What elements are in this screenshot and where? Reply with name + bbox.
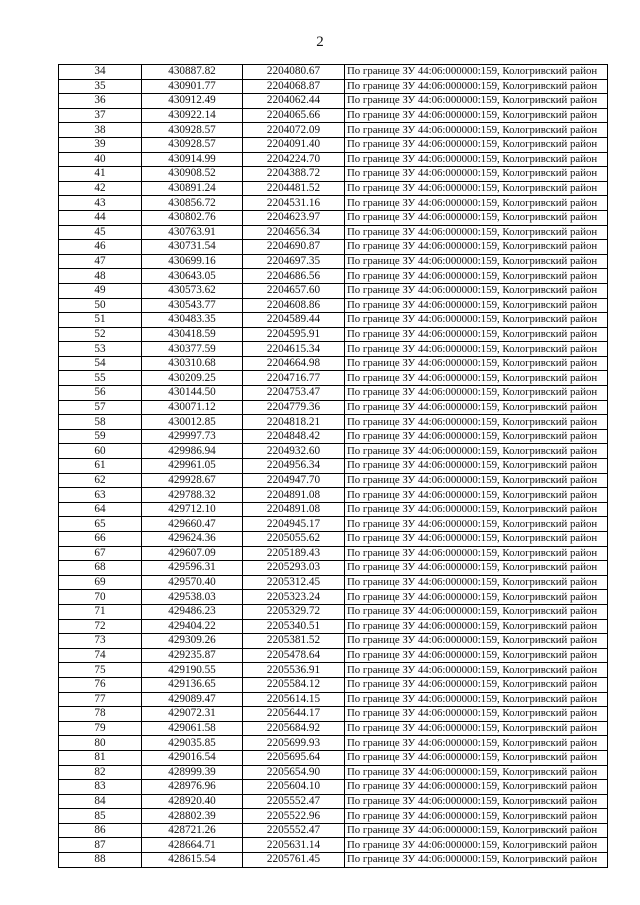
y-coordinate-cell: 2205381.52 bbox=[243, 634, 345, 649]
y-coordinate-cell: 2204956.34 bbox=[243, 459, 345, 474]
x-coordinate-cell: 430891.24 bbox=[142, 181, 243, 196]
y-coordinate-cell: 2204531.16 bbox=[243, 196, 345, 211]
x-coordinate-cell: 428999.39 bbox=[142, 765, 243, 780]
point-number-cell: 61 bbox=[59, 459, 142, 474]
x-coordinate-cell: 430012.85 bbox=[142, 415, 243, 430]
x-coordinate-cell: 429660.47 bbox=[142, 517, 243, 532]
point-number-cell: 68 bbox=[59, 561, 142, 576]
boundary-description-cell: По границе ЗУ 44:06:000000:159, Кологривский район bbox=[345, 400, 608, 415]
y-coordinate-cell: 2204623.97 bbox=[243, 210, 345, 225]
boundary-description-cell: По границе ЗУ 44:06:000000:159, Кологривский район bbox=[345, 371, 608, 386]
y-coordinate-cell: 2204656.34 bbox=[243, 225, 345, 240]
x-coordinate-cell: 430928.57 bbox=[142, 137, 243, 152]
x-coordinate-cell: 429928.67 bbox=[142, 473, 243, 488]
boundary-description-cell: По границе ЗУ 44:06:000000:159, Кологривский район bbox=[345, 750, 608, 765]
y-coordinate-cell: 2205293.03 bbox=[243, 561, 345, 576]
point-number-cell: 75 bbox=[59, 663, 142, 678]
boundary-description-cell: По границе ЗУ 44:06:000000:159, Кологривский район bbox=[345, 444, 608, 459]
boundary-description-cell: По границе ЗУ 44:06:000000:159, Кологривский район bbox=[345, 823, 608, 838]
boundary-description-cell: По границе ЗУ 44:06:000000:159, Кологривский район bbox=[345, 488, 608, 503]
x-coordinate-cell: 429596.31 bbox=[142, 561, 243, 576]
boundary-description-cell: По границе ЗУ 44:06:000000:159, Кологривский район bbox=[345, 181, 608, 196]
table-row bbox=[59, 838, 608, 853]
point-number-cell: 77 bbox=[59, 692, 142, 707]
y-coordinate-cell: 2205536.91 bbox=[243, 663, 345, 678]
table-row bbox=[59, 400, 608, 415]
y-coordinate-cell: 2205631.14 bbox=[243, 838, 345, 853]
table-row bbox=[59, 108, 608, 123]
point-number-cell: 59 bbox=[59, 429, 142, 444]
boundary-description-cell: По границе ЗУ 44:06:000000:159, Кологривский район bbox=[345, 386, 608, 401]
boundary-description-cell: По границе ЗУ 44:06:000000:159, Кологривский район bbox=[345, 459, 608, 474]
x-coordinate-cell: 430071.12 bbox=[142, 400, 243, 415]
table-row bbox=[59, 371, 608, 386]
x-coordinate-cell: 430144.50 bbox=[142, 386, 243, 401]
boundary-description-cell: По границе ЗУ 44:06:000000:159, Кологривский район bbox=[345, 240, 608, 255]
y-coordinate-cell: 2204481.52 bbox=[243, 181, 345, 196]
point-number-cell: 60 bbox=[59, 444, 142, 459]
page-number: 2 bbox=[316, 34, 324, 50]
boundary-description-cell: По границе ЗУ 44:06:000000:159, Кологривский район bbox=[345, 225, 608, 240]
table-row bbox=[59, 721, 608, 736]
x-coordinate-cell: 430912.49 bbox=[142, 94, 243, 109]
y-coordinate-cell: 2205644.17 bbox=[243, 707, 345, 722]
x-coordinate-cell: 430418.59 bbox=[142, 327, 243, 342]
x-coordinate-cell: 429486.23 bbox=[142, 604, 243, 619]
y-coordinate-cell: 2204945.17 bbox=[243, 517, 345, 532]
y-coordinate-cell: 2204589.44 bbox=[243, 313, 345, 328]
point-number-cell: 84 bbox=[59, 794, 142, 809]
y-coordinate-cell: 2204818.21 bbox=[243, 415, 345, 430]
point-number-cell: 50 bbox=[59, 298, 142, 313]
x-coordinate-cell: 430908.52 bbox=[142, 167, 243, 182]
x-coordinate-cell: 430377.59 bbox=[142, 342, 243, 357]
y-coordinate-cell: 2204080.67 bbox=[243, 65, 345, 80]
point-number-cell: 43 bbox=[59, 196, 142, 211]
boundary-description-cell: По границе ЗУ 44:06:000000:159, Кологривский район bbox=[345, 327, 608, 342]
y-coordinate-cell: 2204091.40 bbox=[243, 137, 345, 152]
y-coordinate-cell: 2205478.64 bbox=[243, 648, 345, 663]
point-number-cell: 86 bbox=[59, 823, 142, 838]
point-number-cell: 55 bbox=[59, 371, 142, 386]
table-row bbox=[59, 823, 608, 838]
x-coordinate-cell: 429035.85 bbox=[142, 736, 243, 751]
point-number-cell: 34 bbox=[59, 65, 142, 80]
table-row bbox=[59, 634, 608, 649]
boundary-description-cell: По границе ЗУ 44:06:000000:159, Кологривский район bbox=[345, 634, 608, 649]
point-number-cell: 87 bbox=[59, 838, 142, 853]
x-coordinate-cell: 430763.91 bbox=[142, 225, 243, 240]
x-coordinate-cell: 429235.87 bbox=[142, 648, 243, 663]
y-coordinate-cell: 2205329.72 bbox=[243, 604, 345, 619]
y-coordinate-cell: 2204608.86 bbox=[243, 298, 345, 313]
point-number-cell: 56 bbox=[59, 386, 142, 401]
x-coordinate-cell: 429961.05 bbox=[142, 459, 243, 474]
x-coordinate-cell: 429712.10 bbox=[142, 502, 243, 517]
y-coordinate-cell: 2204891.08 bbox=[243, 502, 345, 517]
table-row bbox=[59, 809, 608, 824]
y-coordinate-cell: 2204697.35 bbox=[243, 254, 345, 269]
table-row bbox=[59, 415, 608, 430]
table-row bbox=[59, 123, 608, 138]
point-number-cell: 72 bbox=[59, 619, 142, 634]
boundary-description-cell: По границе ЗУ 44:06:000000:159, Кологривский район bbox=[345, 473, 608, 488]
table-row bbox=[59, 79, 608, 94]
boundary-description-cell: По границе ЗУ 44:06:000000:159, Кологривский район bbox=[345, 196, 608, 211]
x-coordinate-cell: 429538.03 bbox=[142, 590, 243, 605]
table-row bbox=[59, 196, 608, 211]
boundary-description-cell: По границе ЗУ 44:06:000000:159, Кологривский район bbox=[345, 123, 608, 138]
point-number-cell: 47 bbox=[59, 254, 142, 269]
point-number-cell: 36 bbox=[59, 94, 142, 109]
boundary-description-cell: По границе ЗУ 44:06:000000:159, Кологривский район bbox=[345, 94, 608, 109]
boundary-description-cell: По границе ЗУ 44:06:000000:159, Кологривский район bbox=[345, 707, 608, 722]
table-row bbox=[59, 342, 608, 357]
y-coordinate-cell: 2205614.15 bbox=[243, 692, 345, 707]
coordinates-table-body bbox=[59, 65, 608, 868]
boundary-description-cell: По границе ЗУ 44:06:000000:159, Кологривский район bbox=[345, 269, 608, 284]
boundary-description-cell: По границе ЗУ 44:06:000000:159, Кологривский район bbox=[345, 721, 608, 736]
point-number-cell: 42 bbox=[59, 181, 142, 196]
x-coordinate-cell: 428664.71 bbox=[142, 838, 243, 853]
point-number-cell: 67 bbox=[59, 546, 142, 561]
x-coordinate-cell: 430643.05 bbox=[142, 269, 243, 284]
x-coordinate-cell: 429624.36 bbox=[142, 532, 243, 547]
point-number-cell: 73 bbox=[59, 634, 142, 649]
table-row bbox=[59, 65, 608, 80]
x-coordinate-cell: 430310.68 bbox=[142, 356, 243, 371]
table-row bbox=[59, 240, 608, 255]
y-coordinate-cell: 2204947.70 bbox=[243, 473, 345, 488]
boundary-description-cell: По границе ЗУ 44:06:000000:159, Кологривский район bbox=[345, 167, 608, 182]
y-coordinate-cell: 2205654.90 bbox=[243, 765, 345, 780]
point-number-cell: 71 bbox=[59, 604, 142, 619]
table-row bbox=[59, 429, 608, 444]
x-coordinate-cell: 429136.65 bbox=[142, 677, 243, 692]
point-number-cell: 57 bbox=[59, 400, 142, 415]
table-row bbox=[59, 152, 608, 167]
table-row bbox=[59, 298, 608, 313]
x-coordinate-cell: 429016.54 bbox=[142, 750, 243, 765]
table-row bbox=[59, 181, 608, 196]
boundary-description-cell: По границе ЗУ 44:06:000000:159, Кологривский район bbox=[345, 780, 608, 795]
x-coordinate-cell: 429788.32 bbox=[142, 488, 243, 503]
y-coordinate-cell: 2204065.66 bbox=[243, 108, 345, 123]
x-coordinate-cell: 428615.54 bbox=[142, 853, 243, 868]
point-number-cell: 41 bbox=[59, 167, 142, 182]
table-row bbox=[59, 648, 608, 663]
x-coordinate-cell: 430914.99 bbox=[142, 152, 243, 167]
x-coordinate-cell: 430901.77 bbox=[142, 79, 243, 94]
y-coordinate-cell: 2205695.64 bbox=[243, 750, 345, 765]
table-row bbox=[59, 459, 608, 474]
boundary-description-cell: По границе ЗУ 44:06:000000:159, Кологривский район bbox=[345, 765, 608, 780]
point-number-cell: 88 bbox=[59, 853, 142, 868]
point-number-cell: 65 bbox=[59, 517, 142, 532]
table-row bbox=[59, 254, 608, 269]
point-number-cell: 63 bbox=[59, 488, 142, 503]
point-number-cell: 51 bbox=[59, 313, 142, 328]
y-coordinate-cell: 2204664.98 bbox=[243, 356, 345, 371]
x-coordinate-cell: 430887.82 bbox=[142, 65, 243, 80]
point-number-cell: 58 bbox=[59, 415, 142, 430]
table-row bbox=[59, 473, 608, 488]
point-number-cell: 52 bbox=[59, 327, 142, 342]
point-number-cell: 85 bbox=[59, 809, 142, 824]
point-number-cell: 82 bbox=[59, 765, 142, 780]
x-coordinate-cell: 430209.25 bbox=[142, 371, 243, 386]
point-number-cell: 83 bbox=[59, 780, 142, 795]
table-row bbox=[59, 736, 608, 751]
boundary-description-cell: По границе ЗУ 44:06:000000:159, Кологривский район bbox=[345, 853, 608, 868]
table-row bbox=[59, 604, 608, 619]
boundary-description-cell: По границе ЗУ 44:06:000000:159, Кологривский район bbox=[345, 108, 608, 123]
point-number-cell: 66 bbox=[59, 532, 142, 547]
y-coordinate-cell: 2205584.12 bbox=[243, 677, 345, 692]
boundary-description-cell: По границе ЗУ 44:06:000000:159, Кологривский район bbox=[345, 415, 608, 430]
point-number-cell: 80 bbox=[59, 736, 142, 751]
x-coordinate-cell: 430573.62 bbox=[142, 283, 243, 298]
point-number-cell: 46 bbox=[59, 240, 142, 255]
y-coordinate-cell: 2205684.92 bbox=[243, 721, 345, 736]
x-coordinate-cell: 429309.26 bbox=[142, 634, 243, 649]
point-number-cell: 39 bbox=[59, 137, 142, 152]
table-row bbox=[59, 488, 608, 503]
y-coordinate-cell: 2205055.62 bbox=[243, 532, 345, 547]
y-coordinate-cell: 2205522.96 bbox=[243, 809, 345, 824]
table-row bbox=[59, 692, 608, 707]
boundary-description-cell: По границе ЗУ 44:06:000000:159, Кологривский район bbox=[345, 210, 608, 225]
boundary-description-cell: По границе ЗУ 44:06:000000:159, Кологривский район bbox=[345, 532, 608, 547]
boundary-description-cell: По границе ЗУ 44:06:000000:159, Кологривский район bbox=[345, 313, 608, 328]
table-row bbox=[59, 225, 608, 240]
table-row bbox=[59, 794, 608, 809]
y-coordinate-cell: 2204686.56 bbox=[243, 269, 345, 284]
boundary-description-cell: По границе ЗУ 44:06:000000:159, Кологривский район bbox=[345, 152, 608, 167]
table-row bbox=[59, 94, 608, 109]
boundary-description-cell: По границе ЗУ 44:06:000000:159, Кологривский район bbox=[345, 65, 608, 80]
table-row bbox=[59, 356, 608, 371]
x-coordinate-cell: 430922.14 bbox=[142, 108, 243, 123]
boundary-description-cell: По границе ЗУ 44:06:000000:159, Кологривский район bbox=[345, 429, 608, 444]
y-coordinate-cell: 2204062.44 bbox=[243, 94, 345, 109]
table-row bbox=[59, 546, 608, 561]
boundary-description-cell: По границе ЗУ 44:06:000000:159, Кологривский район bbox=[345, 283, 608, 298]
table-row bbox=[59, 386, 608, 401]
x-coordinate-cell: 429089.47 bbox=[142, 692, 243, 707]
boundary-description-cell: По границе ЗУ 44:06:000000:159, Кологривский район bbox=[345, 838, 608, 853]
table-row bbox=[59, 575, 608, 590]
table-row bbox=[59, 561, 608, 576]
table-row bbox=[59, 853, 608, 868]
boundary-description-cell: По границе ЗУ 44:06:000000:159, Кологривский район bbox=[345, 342, 608, 357]
table-row bbox=[59, 283, 608, 298]
boundary-description-cell: По границе ЗУ 44:06:000000:159, Кологривский район bbox=[345, 137, 608, 152]
table-row bbox=[59, 327, 608, 342]
boundary-description-cell: По границе ЗУ 44:06:000000:159, Кологривский район bbox=[345, 619, 608, 634]
x-coordinate-cell: 430856.72 bbox=[142, 196, 243, 211]
x-coordinate-cell: 428976.96 bbox=[142, 780, 243, 795]
y-coordinate-cell: 2205699.93 bbox=[243, 736, 345, 751]
y-coordinate-cell: 2204615.34 bbox=[243, 342, 345, 357]
y-coordinate-cell: 2205552.47 bbox=[243, 823, 345, 838]
x-coordinate-cell: 429072.31 bbox=[142, 707, 243, 722]
boundary-description-cell: По границе ЗУ 44:06:000000:159, Кологривский район bbox=[345, 356, 608, 371]
point-number-cell: 76 bbox=[59, 677, 142, 692]
boundary-description-cell: По границе ЗУ 44:06:000000:159, Кологривский район bbox=[345, 809, 608, 824]
coordinates-table bbox=[58, 64, 608, 868]
y-coordinate-cell: 2205552.47 bbox=[243, 794, 345, 809]
x-coordinate-cell: 428920.40 bbox=[142, 794, 243, 809]
point-number-cell: 45 bbox=[59, 225, 142, 240]
y-coordinate-cell: 2205761.45 bbox=[243, 853, 345, 868]
table-row bbox=[59, 210, 608, 225]
x-coordinate-cell: 429986.94 bbox=[142, 444, 243, 459]
point-number-cell: 49 bbox=[59, 283, 142, 298]
boundary-description-cell: По границе ЗУ 44:06:000000:159, Кологривский район bbox=[345, 604, 608, 619]
x-coordinate-cell: 430802.76 bbox=[142, 210, 243, 225]
point-number-cell: 40 bbox=[59, 152, 142, 167]
point-number-cell: 69 bbox=[59, 575, 142, 590]
point-number-cell: 48 bbox=[59, 269, 142, 284]
x-coordinate-cell: 429061.58 bbox=[142, 721, 243, 736]
point-number-cell: 62 bbox=[59, 473, 142, 488]
table-row bbox=[59, 444, 608, 459]
y-coordinate-cell: 2204753.47 bbox=[243, 386, 345, 401]
y-coordinate-cell: 2205340.51 bbox=[243, 619, 345, 634]
point-number-cell: 44 bbox=[59, 210, 142, 225]
table-row bbox=[59, 765, 608, 780]
boundary-description-cell: По границе ЗУ 44:06:000000:159, Кологривский район bbox=[345, 517, 608, 532]
table-row bbox=[59, 590, 608, 605]
boundary-description-cell: По границе ЗУ 44:06:000000:159, Кологривский район bbox=[345, 590, 608, 605]
boundary-description-cell: По границе ЗУ 44:06:000000:159, Кологривский район bbox=[345, 502, 608, 517]
x-coordinate-cell: 429570.40 bbox=[142, 575, 243, 590]
y-coordinate-cell: 2204072.09 bbox=[243, 123, 345, 138]
point-number-cell: 70 bbox=[59, 590, 142, 605]
boundary-description-cell: По границе ЗУ 44:06:000000:159, Кологривский район bbox=[345, 298, 608, 313]
table-row bbox=[59, 532, 608, 547]
boundary-description-cell: По границе ЗУ 44:06:000000:159, Кологривский район bbox=[345, 648, 608, 663]
table-row bbox=[59, 137, 608, 152]
boundary-description-cell: По границе ЗУ 44:06:000000:159, Кологривский район bbox=[345, 546, 608, 561]
x-coordinate-cell: 428721.26 bbox=[142, 823, 243, 838]
table-row bbox=[59, 677, 608, 692]
y-coordinate-cell: 2204068.87 bbox=[243, 79, 345, 94]
y-coordinate-cell: 2204848.42 bbox=[243, 429, 345, 444]
point-number-cell: 53 bbox=[59, 342, 142, 357]
x-coordinate-cell: 430699.16 bbox=[142, 254, 243, 269]
table-row bbox=[59, 663, 608, 678]
table-row bbox=[59, 313, 608, 328]
x-coordinate-cell: 430483.35 bbox=[142, 313, 243, 328]
x-coordinate-cell: 430731.54 bbox=[142, 240, 243, 255]
table-row bbox=[59, 502, 608, 517]
y-coordinate-cell: 2205323.24 bbox=[243, 590, 345, 605]
point-number-cell: 38 bbox=[59, 123, 142, 138]
y-coordinate-cell: 2204891.08 bbox=[243, 488, 345, 503]
x-coordinate-cell: 429607.09 bbox=[142, 546, 243, 561]
point-number-cell: 64 bbox=[59, 502, 142, 517]
y-coordinate-cell: 2204224.70 bbox=[243, 152, 345, 167]
table-row bbox=[59, 269, 608, 284]
point-number-cell: 78 bbox=[59, 707, 142, 722]
table-row bbox=[59, 619, 608, 634]
boundary-description-cell: По границе ЗУ 44:06:000000:159, Кологривский район bbox=[345, 663, 608, 678]
table-row bbox=[59, 750, 608, 765]
x-coordinate-cell: 428802.39 bbox=[142, 809, 243, 824]
table-row bbox=[59, 707, 608, 722]
point-number-cell: 54 bbox=[59, 356, 142, 371]
table-row bbox=[59, 167, 608, 182]
boundary-description-cell: По границе ЗУ 44:06:000000:159, Кологривский район bbox=[345, 575, 608, 590]
x-coordinate-cell: 430928.57 bbox=[142, 123, 243, 138]
y-coordinate-cell: 2204932.60 bbox=[243, 444, 345, 459]
y-coordinate-cell: 2204595.91 bbox=[243, 327, 345, 342]
point-number-cell: 81 bbox=[59, 750, 142, 765]
boundary-description-cell: По границе ЗУ 44:06:000000:159, Кологривский район bbox=[345, 736, 608, 751]
boundary-description-cell: По границе ЗУ 44:06:000000:159, Кологривский район bbox=[345, 254, 608, 269]
point-number-cell: 37 bbox=[59, 108, 142, 123]
y-coordinate-cell: 2205189.43 bbox=[243, 546, 345, 561]
x-coordinate-cell: 429997.73 bbox=[142, 429, 243, 444]
y-coordinate-cell: 2204690.87 bbox=[243, 240, 345, 255]
y-coordinate-cell: 2205604.10 bbox=[243, 780, 345, 795]
boundary-description-cell: По границе ЗУ 44:06:000000:159, Кологривский район bbox=[345, 561, 608, 576]
x-coordinate-cell: 429404.22 bbox=[142, 619, 243, 634]
boundary-description-cell: По границе ЗУ 44:06:000000:159, Кологривский район bbox=[345, 794, 608, 809]
y-coordinate-cell: 2204716.77 bbox=[243, 371, 345, 386]
point-number-cell: 35 bbox=[59, 79, 142, 94]
y-coordinate-cell: 2204779.36 bbox=[243, 400, 345, 415]
y-coordinate-cell: 2205312.45 bbox=[243, 575, 345, 590]
point-number-cell: 74 bbox=[59, 648, 142, 663]
x-coordinate-cell: 430543.77 bbox=[142, 298, 243, 313]
table-row bbox=[59, 517, 608, 532]
boundary-description-cell: По границе ЗУ 44:06:000000:159, Кологривский район bbox=[345, 79, 608, 94]
boundary-description-cell: По границе ЗУ 44:06:000000:159, Кологривский район bbox=[345, 692, 608, 707]
x-coordinate-cell: 429190.55 bbox=[142, 663, 243, 678]
y-coordinate-cell: 2204388.72 bbox=[243, 167, 345, 182]
y-coordinate-cell: 2204657.60 bbox=[243, 283, 345, 298]
point-number-cell: 79 bbox=[59, 721, 142, 736]
boundary-description-cell: По границе ЗУ 44:06:000000:159, Кологривский район bbox=[345, 677, 608, 692]
table-row bbox=[59, 780, 608, 795]
